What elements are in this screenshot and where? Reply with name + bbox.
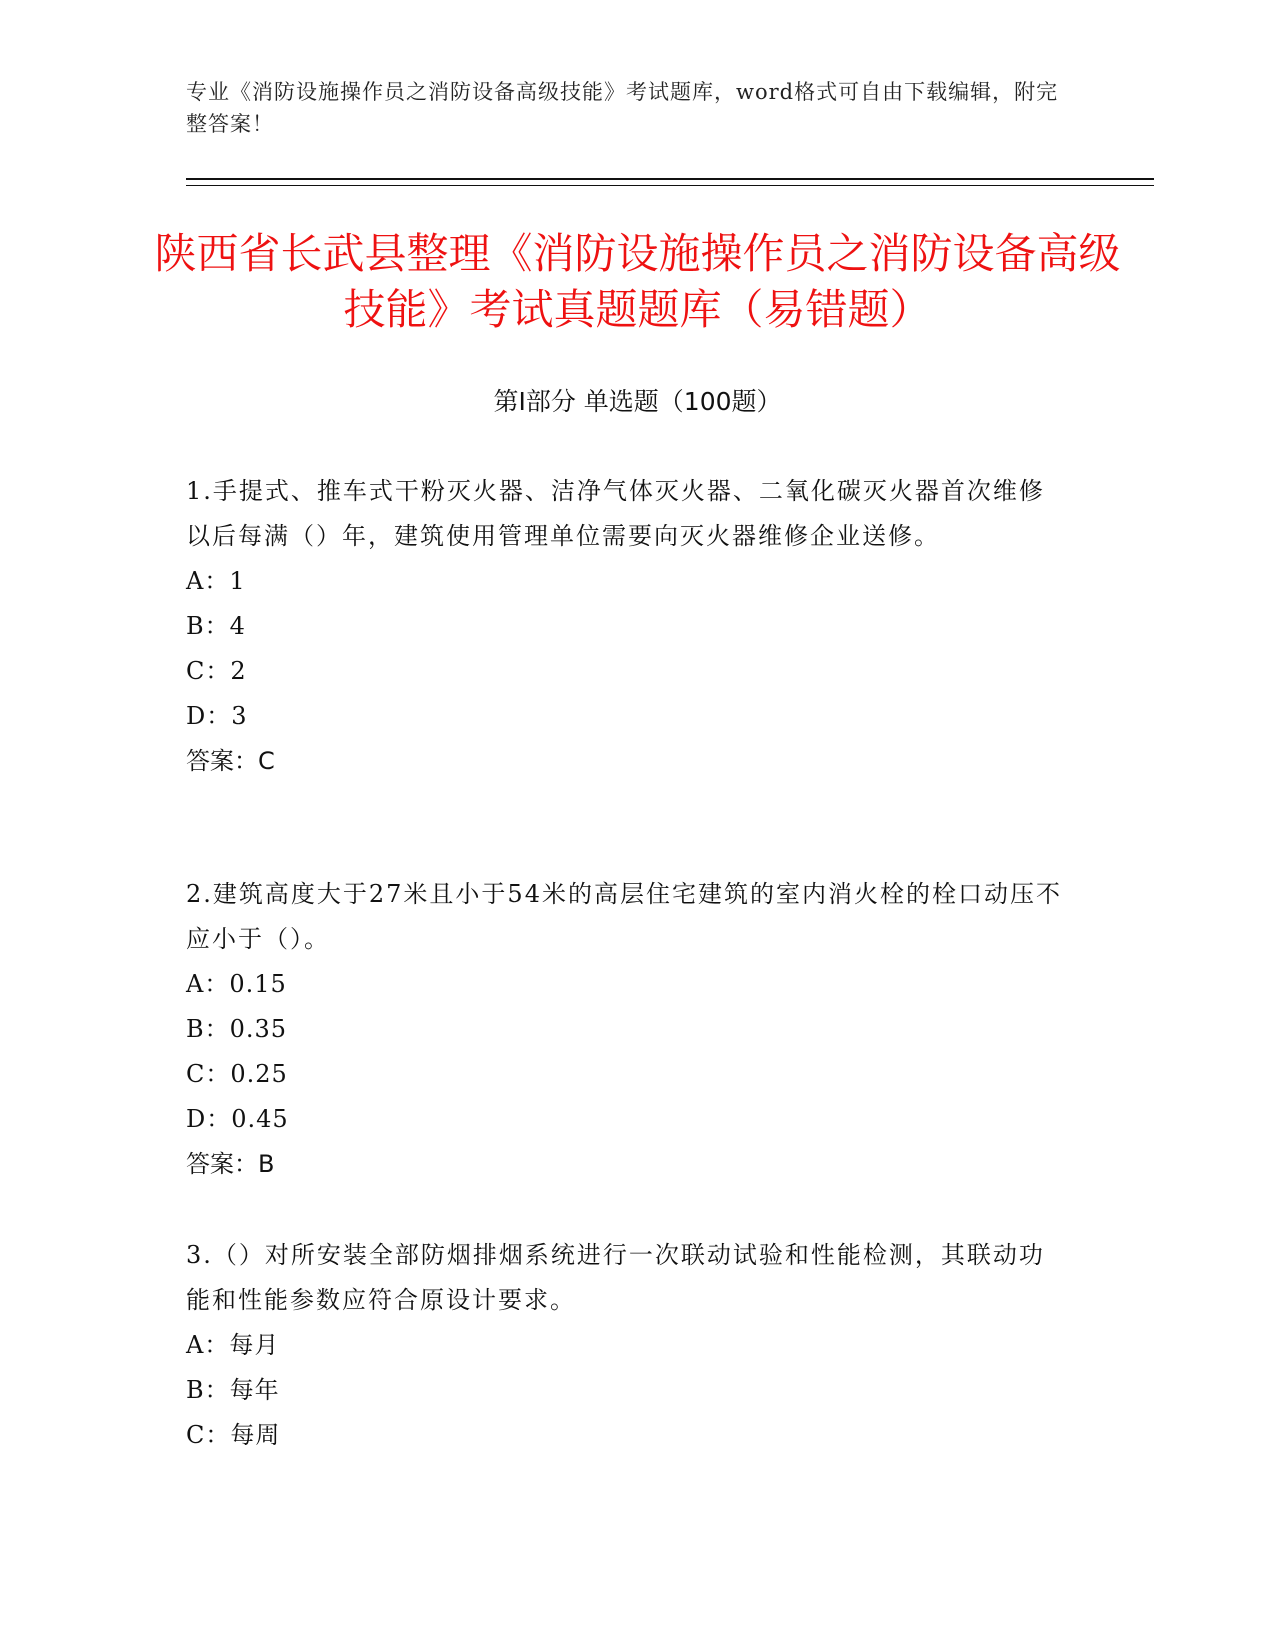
answer: 答案：B [186, 1150, 275, 1178]
option-c: C：0.25 [186, 1060, 288, 1088]
option-b: B：0.35 [186, 1015, 288, 1043]
question-3 [186, 1233, 1066, 1458]
option-a: A：0.15 [186, 970, 287, 998]
question-stem: 2.建筑高度大于27米且小于54米的高层住宅建筑的室内消火栓的栓口动压不应小于（）。 [186, 880, 1062, 953]
question-1 [186, 469, 1066, 784]
answer: 答案：C [186, 747, 275, 775]
header-divider-thick [186, 178, 1154, 180]
option-c: C：2 [186, 657, 247, 685]
question-stem: 1.手提式、推车式干粉灭火器、洁净气体灭火器、二氧化碳灭火器首次维修以后每满（）年，建筑使用管理单位需要向灭火器维修企业送修。 [186, 477, 1045, 550]
option-a: A：每月 [186, 1331, 280, 1359]
option-a: A：1 [186, 567, 246, 595]
question-2 [186, 872, 1066, 1187]
option-b: B：每年 [186, 1376, 280, 1404]
option-b: B：4 [186, 612, 246, 640]
header-divider-thin [186, 185, 1154, 186]
document-title: 陕西省长武县整理《消防设施操作员之消防设备高级技能》考试真题题库（易错题） [154, 229, 1121, 334]
question-stem: 3.（）对所安装全部防烟排烟系统进行一次联动试验和性能检测，其联动功能和性能参数应符合原设计要求。 [186, 1241, 1045, 1314]
section-heading: 第Ⅰ部分 单选题（100题） [493, 387, 782, 416]
option-d: D：3 [186, 702, 248, 730]
header-note: 专业《消防设施操作员之消防设备高级技能》考试题库，word格式可自由下载编辑，附完整答案！ [186, 80, 1059, 136]
option-d: D：0.45 [186, 1105, 289, 1133]
option-c: C：每周 [186, 1421, 281, 1449]
